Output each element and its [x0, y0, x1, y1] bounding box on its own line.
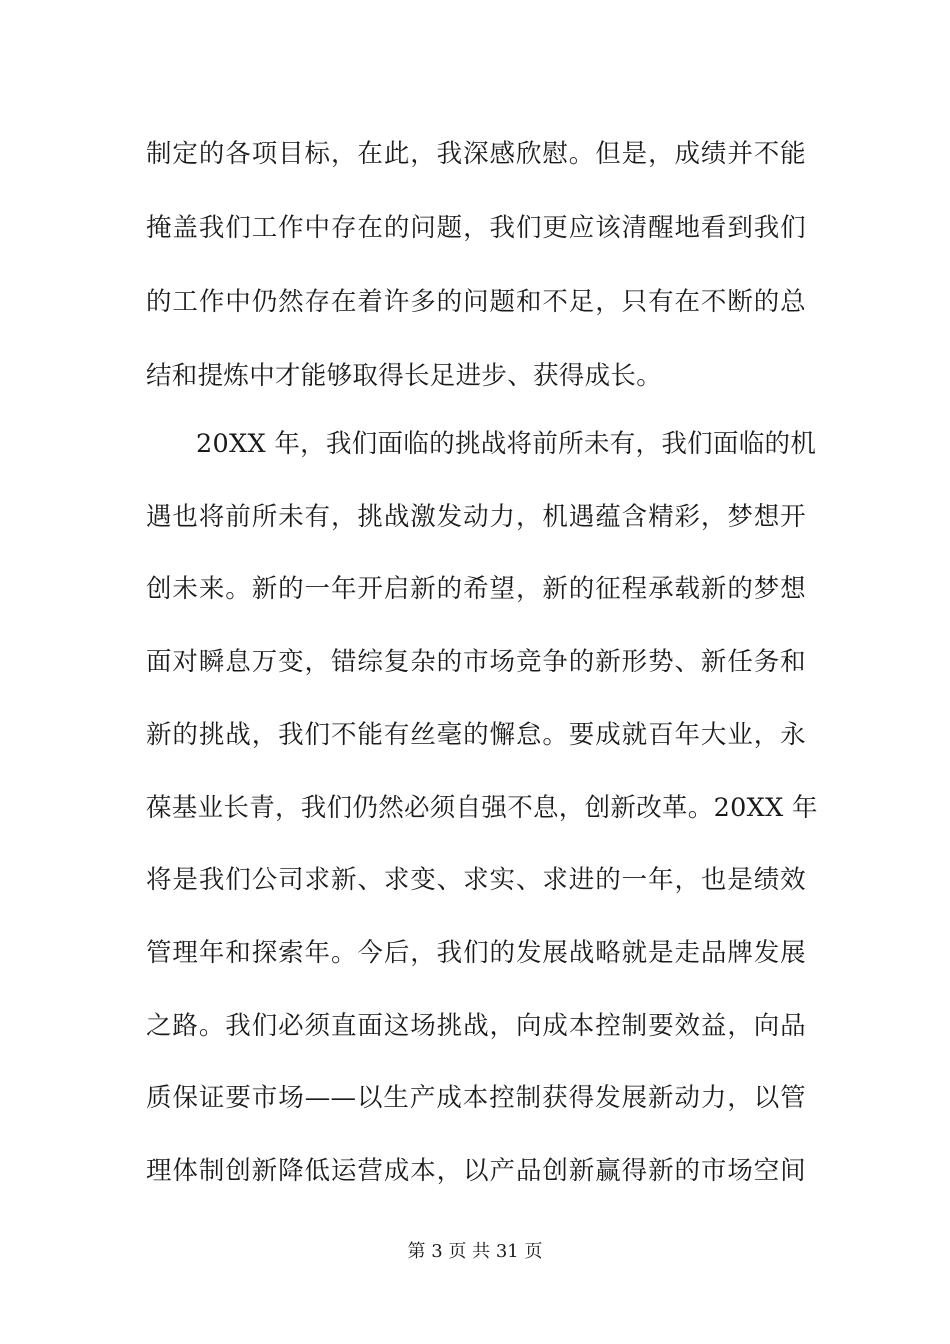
- paragraph-line: 葆基业长青，我们仍然必须自强不息，创新改革。20XX 年: [146, 793, 818, 823]
- paragraph-line: 创未来。新的一年开启新的希望，新的征程承载新的梦想: [146, 574, 806, 604]
- paragraph-line: 结和提炼中才能够取得长足进步、获得成长。: [146, 361, 663, 391]
- paragraph-line: 20XX 年，我们面临的挑战将前所未有，我们面临的机: [196, 429, 817, 459]
- paragraph-line: 质保证要市场——以生产成本控制获得发展新动力，以管: [146, 1083, 806, 1113]
- paragraph-line: 遇也将前所未有，挑战激发动力，机遇蕴含精彩，梦想开: [146, 502, 806, 532]
- paragraph-line: 新的挑战，我们不能有丝毫的懈怠。要成就百年大业，永: [146, 720, 806, 750]
- paragraph-line: 管理年和探索年。今后，我们的发展战略就是走品牌发展: [146, 938, 806, 968]
- paragraph-line: 掩盖我们工作中存在的问题，我们更应该清醒地看到我们: [146, 213, 806, 243]
- paragraph-line: 理体制创新降低运营成本，以产品创新赢得新的市场空间: [146, 1156, 806, 1186]
- page-number-footer: 第 3 页 共 31 页: [407, 1241, 543, 1262]
- paragraph-line: 之路。我们必须直面这场挑战，向成本控制要效益，向品: [146, 1011, 806, 1041]
- paragraph-line: 将是我们公司求新、求变、求实、求进的一年，也是绩效: [146, 865, 806, 895]
- paragraph-line: 的工作中仍然存在着许多的问题和不足，只有在不断的总: [146, 287, 806, 317]
- paragraph-line: 面对瞬息万变，错综复杂的市场竞争的新形势、新任务和: [146, 647, 806, 677]
- paragraph-line: 制定的各项目标，在此，我深感欣慰。但是，成绩并不能: [146, 139, 806, 169]
